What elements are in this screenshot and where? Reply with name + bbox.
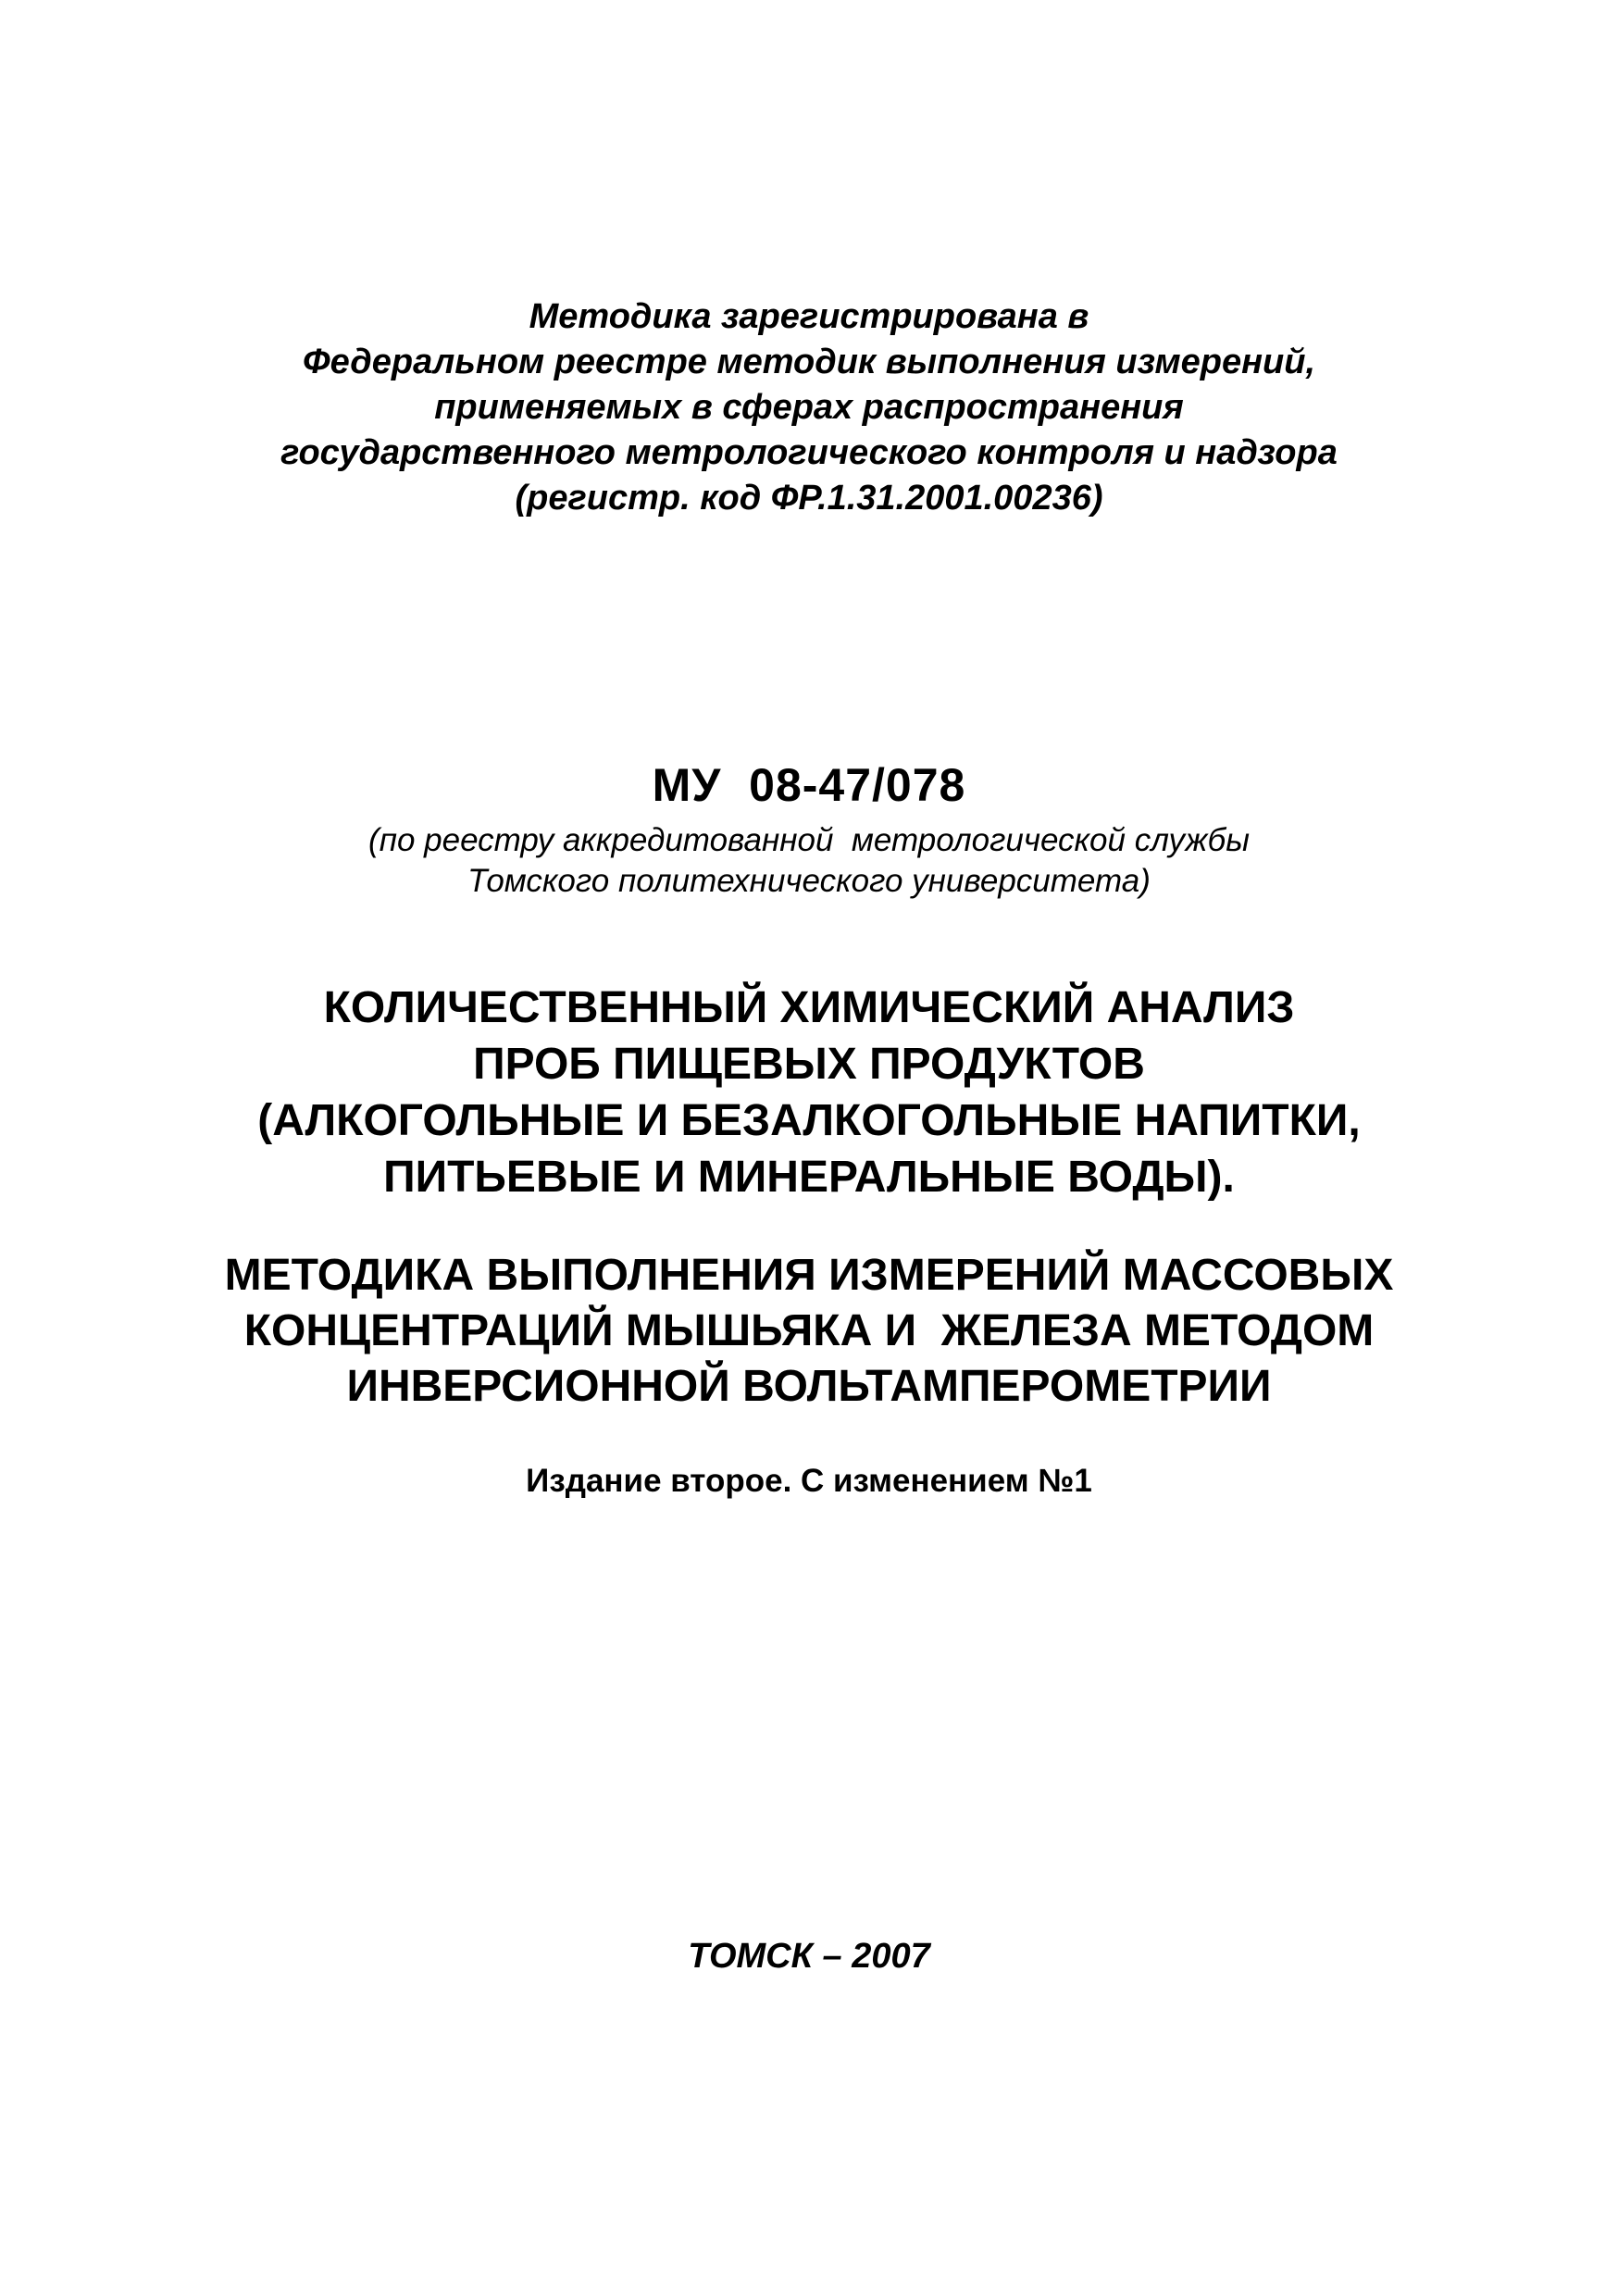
place-and-year: [0, 1935, 1618, 1978]
registration-line: применяемых в сферах распространения: [434, 388, 1184, 427]
method-line: МЕТОДИКА ВЫПОЛНЕНИЯ ИЗМЕРЕНИЙ МАССОВЫХ: [224, 1251, 1394, 1300]
registration-line: Федеральном реестре методик выполнения измерений,: [302, 343, 1316, 381]
registry-note: [0, 820, 1618, 902]
registry-note-line: Томского политехнического университета): [467, 863, 1151, 899]
title-line: ПРОБ ПИЩЕВЫХ ПРОДУКТОВ: [473, 1040, 1145, 1089]
edition-note: [0, 1461, 1618, 1502]
document-code: [0, 757, 1618, 813]
title-line: (АЛКОГОЛЬНЫЕ И БЕЗАЛКОГОЛЬНЫЕ НАПИТКИ,: [257, 1096, 1361, 1145]
registration-code: (регистр. код ФР.1.31.2001.00236): [515, 479, 1103, 518]
title-line: ПИТЬЕВЫЕ И МИНЕРАЛЬНЫЕ ВОДЫ).: [383, 1153, 1235, 1202]
method-title: [0, 1248, 1618, 1415]
registry-note-line: (по реестру аккредитованной метрологической службы: [368, 822, 1250, 858]
title-line: КОЛИЧЕСТВЕННЫЙ ХИМИЧЕСКИЙ АНАЛИЗ: [323, 983, 1295, 1032]
document-code-text: МУ 08-47/078: [652, 759, 966, 811]
edition-text: Издание второе. С изменением №1: [526, 1463, 1092, 1499]
document-title: [0, 980, 1618, 1205]
method-line: ИНВЕРСИОННОЙ ВОЛЬТАМПЕРОМЕТРИИ: [346, 1362, 1272, 1411]
place-year-text: ТОМСК – 2007: [688, 1937, 930, 1976]
registration-line: государственного метрологического контроля и надзора: [280, 433, 1338, 472]
registration-notice: [0, 294, 1618, 521]
registration-line: Методика зарегистрирована в: [529, 297, 1089, 336]
method-line: КОНЦЕНТРАЦИЙ МЫШЬЯКА И ЖЕЛЕЗА МЕТОДОМ: [243, 1306, 1375, 1355]
